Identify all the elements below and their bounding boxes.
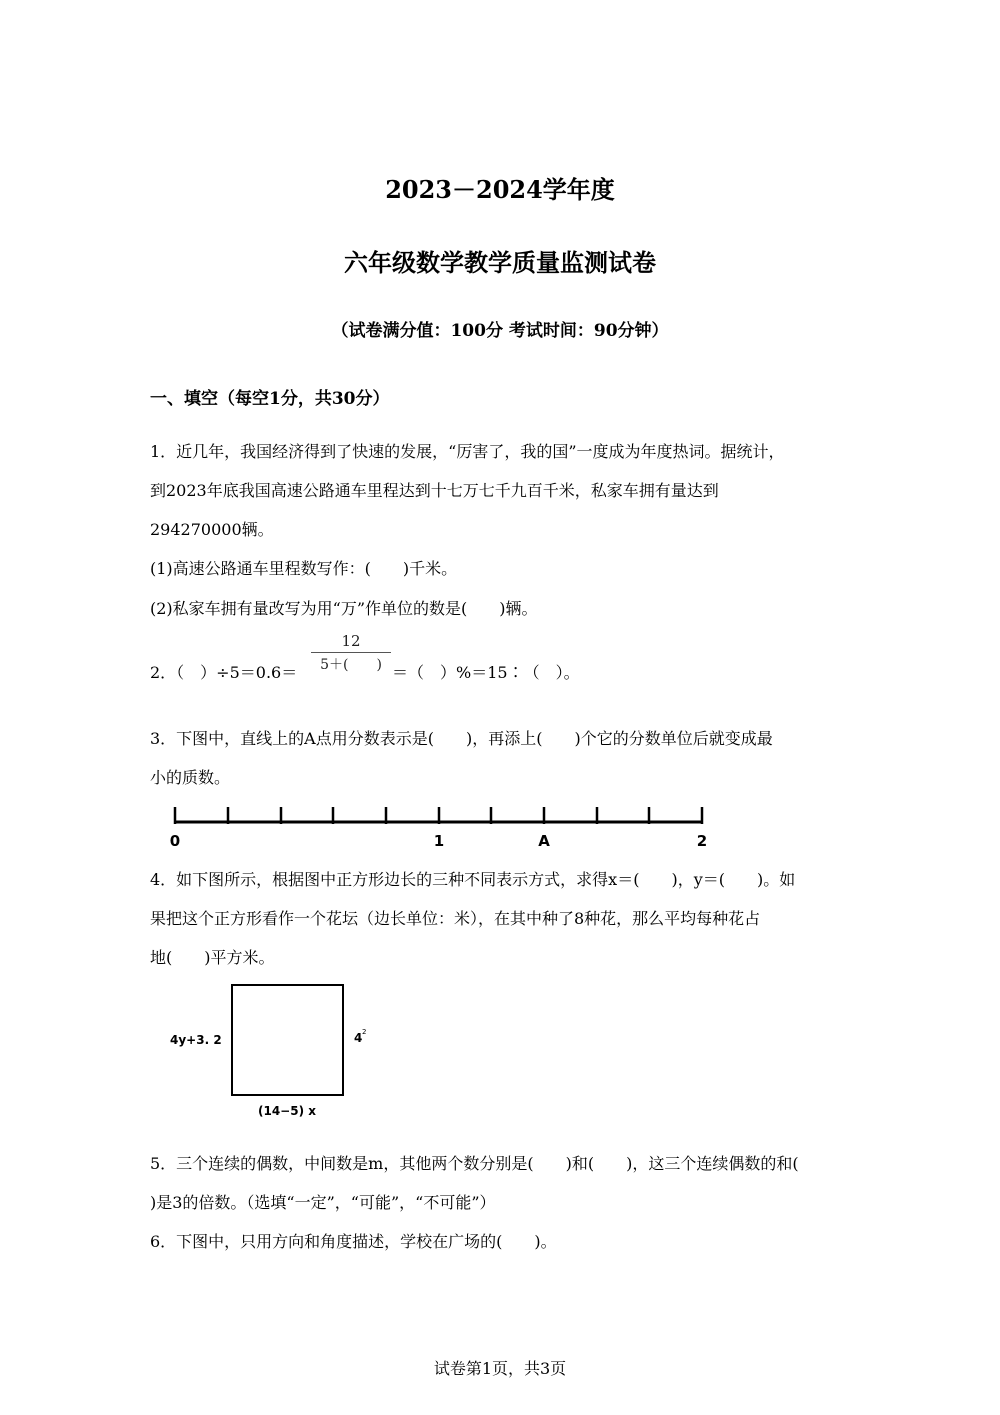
numline-label-1: 1 <box>433 832 445 850</box>
q4-line-2: 果把这个正方形看作一个花坛（边长单位：米），在其中种了8种花，那么平均每种花占 <box>150 909 761 928</box>
q6-line-1: 6．下图中，只用方向和角度描述，学校在广场的( )。 <box>150 1232 557 1251</box>
q1-sub-2: (2)私家车拥有量改写为用“万”作单位的数是( )辆。 <box>150 599 538 618</box>
q4-line-1: 4．如下图所示，根据图中正方形边长的三种不同表示方式，求得x＝( )，y＝( )。如 <box>150 870 796 889</box>
square-shape <box>232 985 343 1095</box>
numline-label-a: A <box>538 832 550 850</box>
q1-line-3: 294270000辆。 <box>150 520 274 539</box>
square-bottom-label: (14−5) x <box>258 1104 316 1118</box>
q2-fraction <box>311 632 391 674</box>
square-figure <box>160 978 420 1128</box>
page-footer: 试卷第1页，共3页 <box>433 1359 567 1378</box>
q3-line-2: 小的质数。 <box>150 768 231 787</box>
square-right-label: 4 <box>354 1031 363 1045</box>
exam-title-year: 2023－2024学年度 <box>385 175 615 204</box>
numline-label-2: 2 <box>696 832 708 850</box>
section-heading-fill-in: 一、填空（每空1分，共30分） <box>150 389 390 409</box>
q2-fraction-denominator: 5＋( ) <box>320 657 382 673</box>
q1-line-2: 到2023年底我国高速公路通车里程达到十七万七千九百千米，私家车拥有量达到 <box>150 481 719 500</box>
q5-line-2: )是3的倍数。（选填“一定”，“可能”，“不可能”） <box>150 1193 496 1212</box>
number-line-figure <box>165 800 725 852</box>
square-left-label: 4y+3. 2 <box>170 1033 222 1047</box>
q2-right-expression: ＝（ ）%＝15∶（ ）。 <box>392 663 580 682</box>
q2-fraction-numerator: 12 <box>341 632 361 650</box>
q1-line-1: 1．近几年，我国经济得到了快速的发展，“厉害了，我的国”一度成为年度热词。据统计， <box>150 442 785 461</box>
q2-fraction-bar <box>311 652 391 653</box>
numline-label-0: 0 <box>169 832 181 850</box>
q3-line-1: 3．下图中，直线上的A点用分数表示是( )，再添上( )个它的分数单位后就变成最 <box>150 729 773 748</box>
q1-sub-1: (1)高速公路通车里程数写作：( )千米。 <box>150 559 458 578</box>
q4-line-3: 地( )平方米。 <box>150 948 275 967</box>
q2-left-expression: 2．（ ）÷5＝0.6＝ <box>150 663 298 682</box>
q5-line-1: 5．三个连续的偶数，中间数是m，其他两个数分别是( )和( )，这三个连续偶数的和( <box>150 1154 799 1173</box>
exam-subtitle: （试卷满分值：100分 考试时间：90分钟） <box>331 321 669 341</box>
square-right-exponent: 2 <box>362 1028 367 1036</box>
exam-title: 六年级数学教学质量监测试卷 <box>344 248 656 277</box>
